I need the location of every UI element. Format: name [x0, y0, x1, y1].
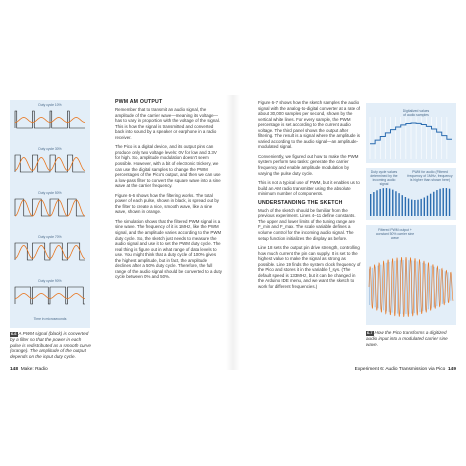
pwm-chart-90 — [14, 284, 86, 308]
paragraph: The Pico is a digital device, and its output pins can produce only two voltage levels: 0V for low and 3.3V for high. So, amplitude modulation doesn't seem possible. However, with a bit of electronic trickery, we can use the digital samples to change the PWM percentages of the Pico's output, and then we can use a low-pass filter to convert the square wave into a sine wave at the carrier frequency. — [115, 144, 221, 189]
pwm-pulse-train — [15, 155, 85, 172]
paragraph: Much of the sketch should be familiar from the previous experiment. Lines 4–11 define constants. The upper and lower limits of the tuning range are F_min and F_max. The scale variable defines a volume control for the incoming audio signal. The setup function initializes the display as before. — [258, 207, 356, 241]
duty-panel-10 — [14, 103, 86, 133]
page-number: 149 — [447, 367, 456, 372]
figure-6-7-middle — [366, 168, 456, 220]
paragraph: Line 18 sets the output pin drive strength, controlling how much current the pin can supply. It is set to the highest value to make the signal as strong as possible. Line 19 finds the system clock frequency of the Pico and stores it in the variable f_sys. (The default speed is 133MHz, but it can be changed in the Arduino IDE menu, and we want the sketch to work for different frequencies.) — [258, 245, 361, 289]
time-axis-label: Time in microseconds — [33, 317, 67, 321]
pwm-chart-10 — [14, 108, 86, 132]
pwm-bar — [395, 191, 396, 216]
pwm-bar — [389, 189, 390, 216]
pwm-bar — [424, 197, 425, 216]
duty-panel-30 — [14, 147, 86, 177]
duty-values-label: Duty cycle values determined by the incoming audio signal — [370, 170, 398, 186]
pwm-bar — [373, 192, 374, 216]
duty-panel-50 — [14, 191, 86, 221]
pwm-chart-30 — [14, 152, 86, 176]
duty-panel-90 — [14, 279, 86, 309]
modulated-output-chart — [366, 225, 456, 325]
section-heading: PWM AM OUTPUT — [115, 99, 163, 105]
figure-6-7-caption — [366, 330, 458, 347]
filtered-output-label: Filtered PWM output + constant 50% carrier sine wave — [375, 228, 415, 240]
pwm-bar — [417, 200, 418, 216]
pwm-bar — [443, 188, 444, 216]
left-page-footer — [10, 367, 48, 372]
pwm-bar — [414, 200, 415, 216]
paragraph: Figure 6-7 shows how the sketch samples the audio signal with the analog-to-digital converter at a rate of about 30,000 samples per second, shown by the vertical white lines. For every sample, the PWM percentage is set according to the current audio voltage. The third panel shows the output after filtering. The result is a signal where the amplitude is varied according to the audio signal—an amplitude-modulated signal. — [258, 100, 361, 150]
caption-text: How the Pico transforms a digitized audio input into a modulated carrier sine wave. — [366, 330, 448, 347]
duty-panel-70 — [14, 235, 86, 265]
pwm-bar — [398, 193, 399, 216]
pwm-pulse-train — [15, 111, 85, 128]
pwm-bar — [408, 199, 409, 216]
page-number: 148 — [10, 367, 19, 372]
pwm-bar — [446, 188, 447, 216]
panel-label: Duty cycle 30% — [38, 147, 62, 151]
caption-text: A PWM signal (black) is converted by a filter so that the power in each pulse is redistributed as a smooth curve (orange). The amplitude of the output depends on the input duty cycle. — [10, 331, 91, 359]
pwm-bar — [449, 189, 450, 216]
chapter-title: Experiment 6: Audio Transmission via Pico — [354, 367, 446, 372]
audio-sample-chart — [366, 103, 456, 163]
figure-6-7-top — [366, 103, 456, 163]
pwm-bar — [411, 200, 412, 216]
pwm-bar — [370, 194, 371, 216]
pwm-chart-50 — [14, 196, 86, 220]
pwm-bars-chart — [366, 168, 456, 220]
pwm-bar — [405, 197, 406, 216]
pwm-pulse-train — [15, 287, 85, 304]
panel-label: Duty cycle 70% — [38, 235, 62, 239]
pwm-bar — [436, 190, 437, 216]
audio-samples-label: Digitalized values of audio samples — [402, 109, 430, 117]
right-page-footer — [355, 367, 456, 372]
section-heading: UNDERSTANDING THE SKETCH — [258, 199, 343, 206]
panel-label: Duty cycle 90% — [38, 279, 62, 283]
paragraph: Remember that to transmit an audio signal, the amplitude of the carrier wave—meaning its voltage—has to vary in proportion with the voltage of the signal. This is how the signal is transmitted and converted back into sound by a speaker or earphone in a radio receiver. — [115, 107, 220, 140]
pwm-bar — [402, 195, 403, 216]
pwm-bar — [430, 194, 431, 216]
figure-6-6-caption — [10, 331, 92, 359]
page-gutter — [226, 95, 240, 370]
text-column-2 — [258, 100, 362, 293]
paragraph: The simulation shows that the filtered PWM signal is a sine wave. The frequency of it is 1MHz, like the PWM signal, and the amplitude varies according to the PWM duty cycle. So, the sketch just needs to measure the audio signal and use it to set the PWM duty cycle. The real thing is figure out in what range of data levels to use. You might think that a duty cycle of 100% gives the highest amplitude, but in fact, the amplitude declines after a 50% duty cycle. Therefore, the full range of the audio signal should be converted to a duty cycle between 0% and 50%. — [115, 218, 222, 280]
pwm-bar — [383, 188, 384, 216]
pwm-bar — [379, 189, 380, 216]
pwm-audio-label: PWM for audio (Filtered frequency of 1MHz, frequency is higher than shown here) — [407, 170, 453, 182]
figure-badge: 6-6 — [11, 332, 17, 336]
pwm-bar — [376, 190, 377, 216]
text-column-1 — [115, 100, 223, 284]
figure-6-6 — [10, 100, 90, 328]
pwm-bar — [427, 196, 428, 216]
figure-6-7-bottom — [366, 225, 456, 325]
pwm-bar — [420, 199, 421, 216]
figure-badge: 6-7 — [367, 331, 373, 335]
paragraph: Figure 6-6 shows how the filtering works. The total power of each pulse, shown in black, is spread out by the filter to create a nice, smooth wave, like a sine wave, shown in orange. — [115, 192, 219, 215]
pwm-bar — [433, 192, 434, 216]
panel-label: Duty cycle 10% — [38, 103, 62, 107]
paragraph: Conveniently, we figured out how to make the PWM system perform two tasks: generate the carrier frequency and enable amplitude modulation by varying the pulse duty cycle. — [258, 153, 359, 176]
pwm-pulse-train — [15, 243, 85, 260]
panel-label: Duty cycle 50% — [38, 191, 62, 195]
pwm-bar — [439, 189, 440, 216]
pwm-bar — [392, 190, 393, 216]
book-title: Make: Radio — [20, 367, 48, 372]
pwm-chart-70 — [14, 240, 86, 264]
pwm-bar — [386, 188, 387, 216]
paragraph: This is not a typical use of PWM, but it enables us to build an AM radio transmitter using the absolute minimum number of components. — [258, 180, 360, 197]
